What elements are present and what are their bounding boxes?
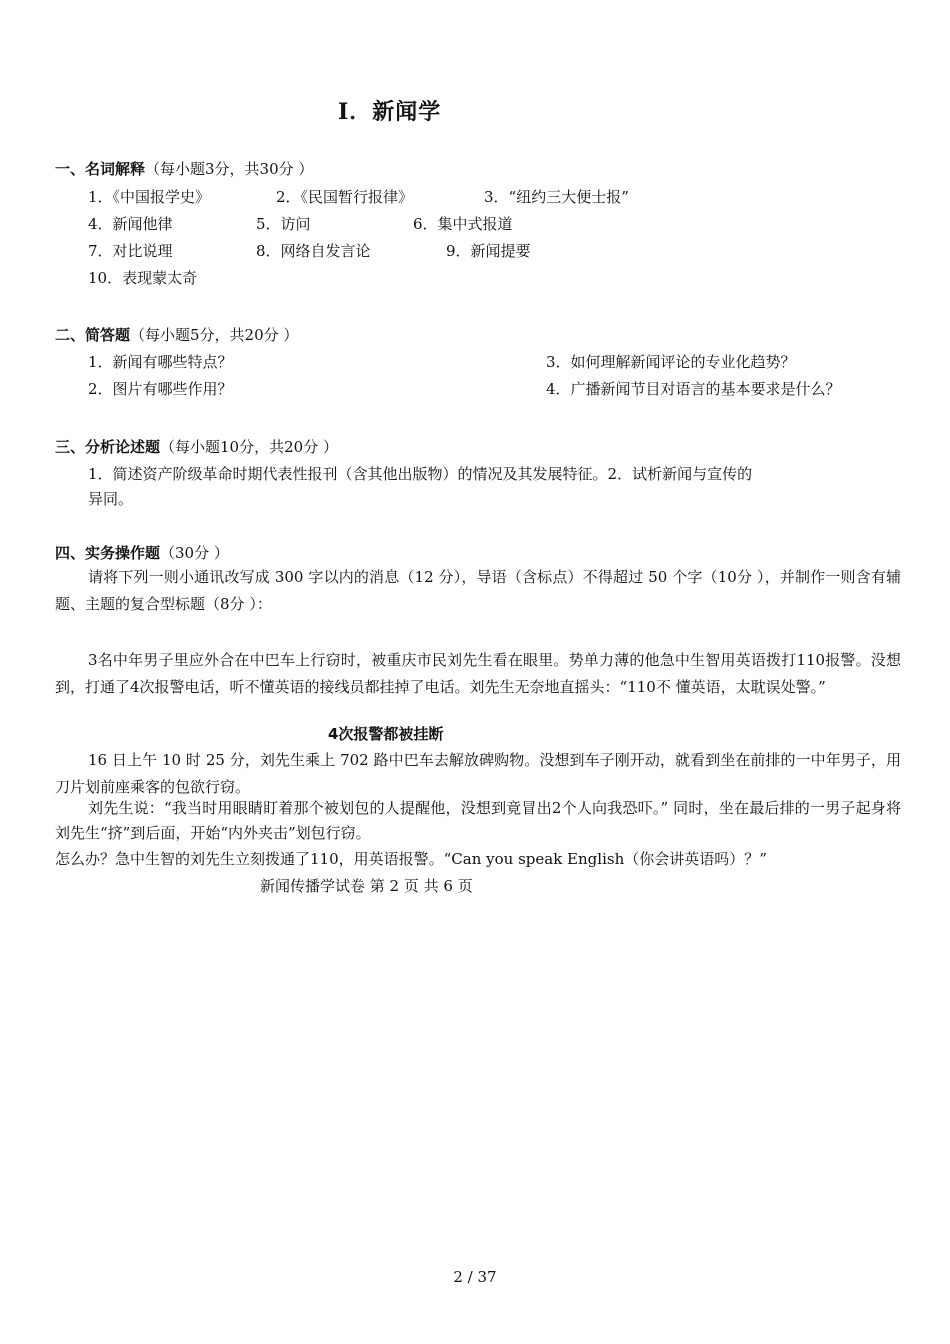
question-item: 4．广播新闻节目对语言的基本要求是什么？	[546, 380, 841, 398]
story-headline: 4次报警都被挂断	[328, 725, 444, 743]
exam-footer: 新闻传播学试卷 第 2 页 共 6 页	[260, 877, 473, 895]
section1-heading: 一、名词解释	[55, 160, 146, 178]
section4-note: （30分 ）	[160, 544, 229, 562]
term-item: 9．新闻提要	[446, 242, 531, 260]
essay-questions-line: 异同。	[88, 490, 134, 508]
term-item: 1．《中国报学史》	[88, 188, 211, 206]
term-item: 3．“纽约三大便士报”	[484, 188, 629, 206]
term-item: 2．《民国暂行报律》	[276, 188, 414, 206]
section4-header	[55, 542, 229, 563]
page-number: 2 / 37	[453, 1268, 497, 1286]
story-paragraph: 16 日上午 10 时 25 分，刘先生乘上 702 路中巴车去解放碑购物。没想到车子刚开动，就看到坐在前排的一中年男子，用刀片划前座乘客的包欲行窃。	[55, 751, 901, 796]
term-item: 8．网络自发言论	[256, 242, 371, 260]
term-item: 5．访问	[256, 215, 311, 233]
page-title: I．新闻学	[338, 99, 442, 125]
story-paragraph: 刘先生说：“我当时用眼睛盯着那个被划包的人提醒他，没想到竟冒出2个人向我恐吓。” 同时，坐在最后排的一男子起身将刘先生“挤”到后面，开始“内外夹击”划包行窃。	[55, 799, 901, 842]
section3-header	[55, 436, 338, 457]
section4-heading: 四、实务操作题	[55, 544, 161, 562]
section1-note: （每小题3分，共30分 ）	[145, 160, 314, 178]
question-item: 3．如何理解新闻评论的专业化趋势？	[546, 353, 796, 371]
term-item: 7．对比说理	[88, 242, 173, 260]
section2-header	[55, 324, 298, 345]
question-item: 2．图片有哪些作用？	[88, 380, 233, 398]
section1-header	[55, 158, 313, 179]
question-item: 1．新闻有哪些特点？	[88, 353, 233, 371]
story-intro: 3名中年男子里应外合在中巴车上行窃时，被重庆市民刘先生看在眼里。势单力薄的他急中生智用英语拨打110报警。没想到，打通了4次报警电话，听不懂英语的接线员都挂掉了电话。刘先生无奈地直摇头：“110不 懂英语，太耽误处警。”	[55, 651, 901, 696]
essay-questions-line: 1．简述资产阶级革命时期代表性报刊（含其他出版物）的情况及其发展特征。2．试析新闻与宣传的	[88, 465, 753, 483]
section2-note: （每小题5分，共20分 ）	[130, 326, 299, 344]
story-paragraph: 怎么办？急中生智的刘先生立刻拨通了110，用英语报警。“Can you speak English（你会讲英语吗）？”	[55, 850, 767, 868]
section3-note: （每小题10分，共20分 ）	[160, 438, 338, 456]
term-item: 10．表现蒙太奇	[88, 269, 198, 287]
task-instruction: 请将下列一则小通讯改写成 300 字以内的消息（12 分），导语（含标点）不得超过 50 个字（10分 ），并制作一则含有辅题、主题的复合型标题（8分 ）：	[55, 568, 901, 613]
term-item: 4．新闻他律	[88, 215, 173, 233]
section3-heading: 三、分析论述题	[55, 438, 161, 456]
term-item: 6．集中式报道	[413, 215, 513, 233]
section2-heading: 二、简答题	[55, 326, 131, 344]
